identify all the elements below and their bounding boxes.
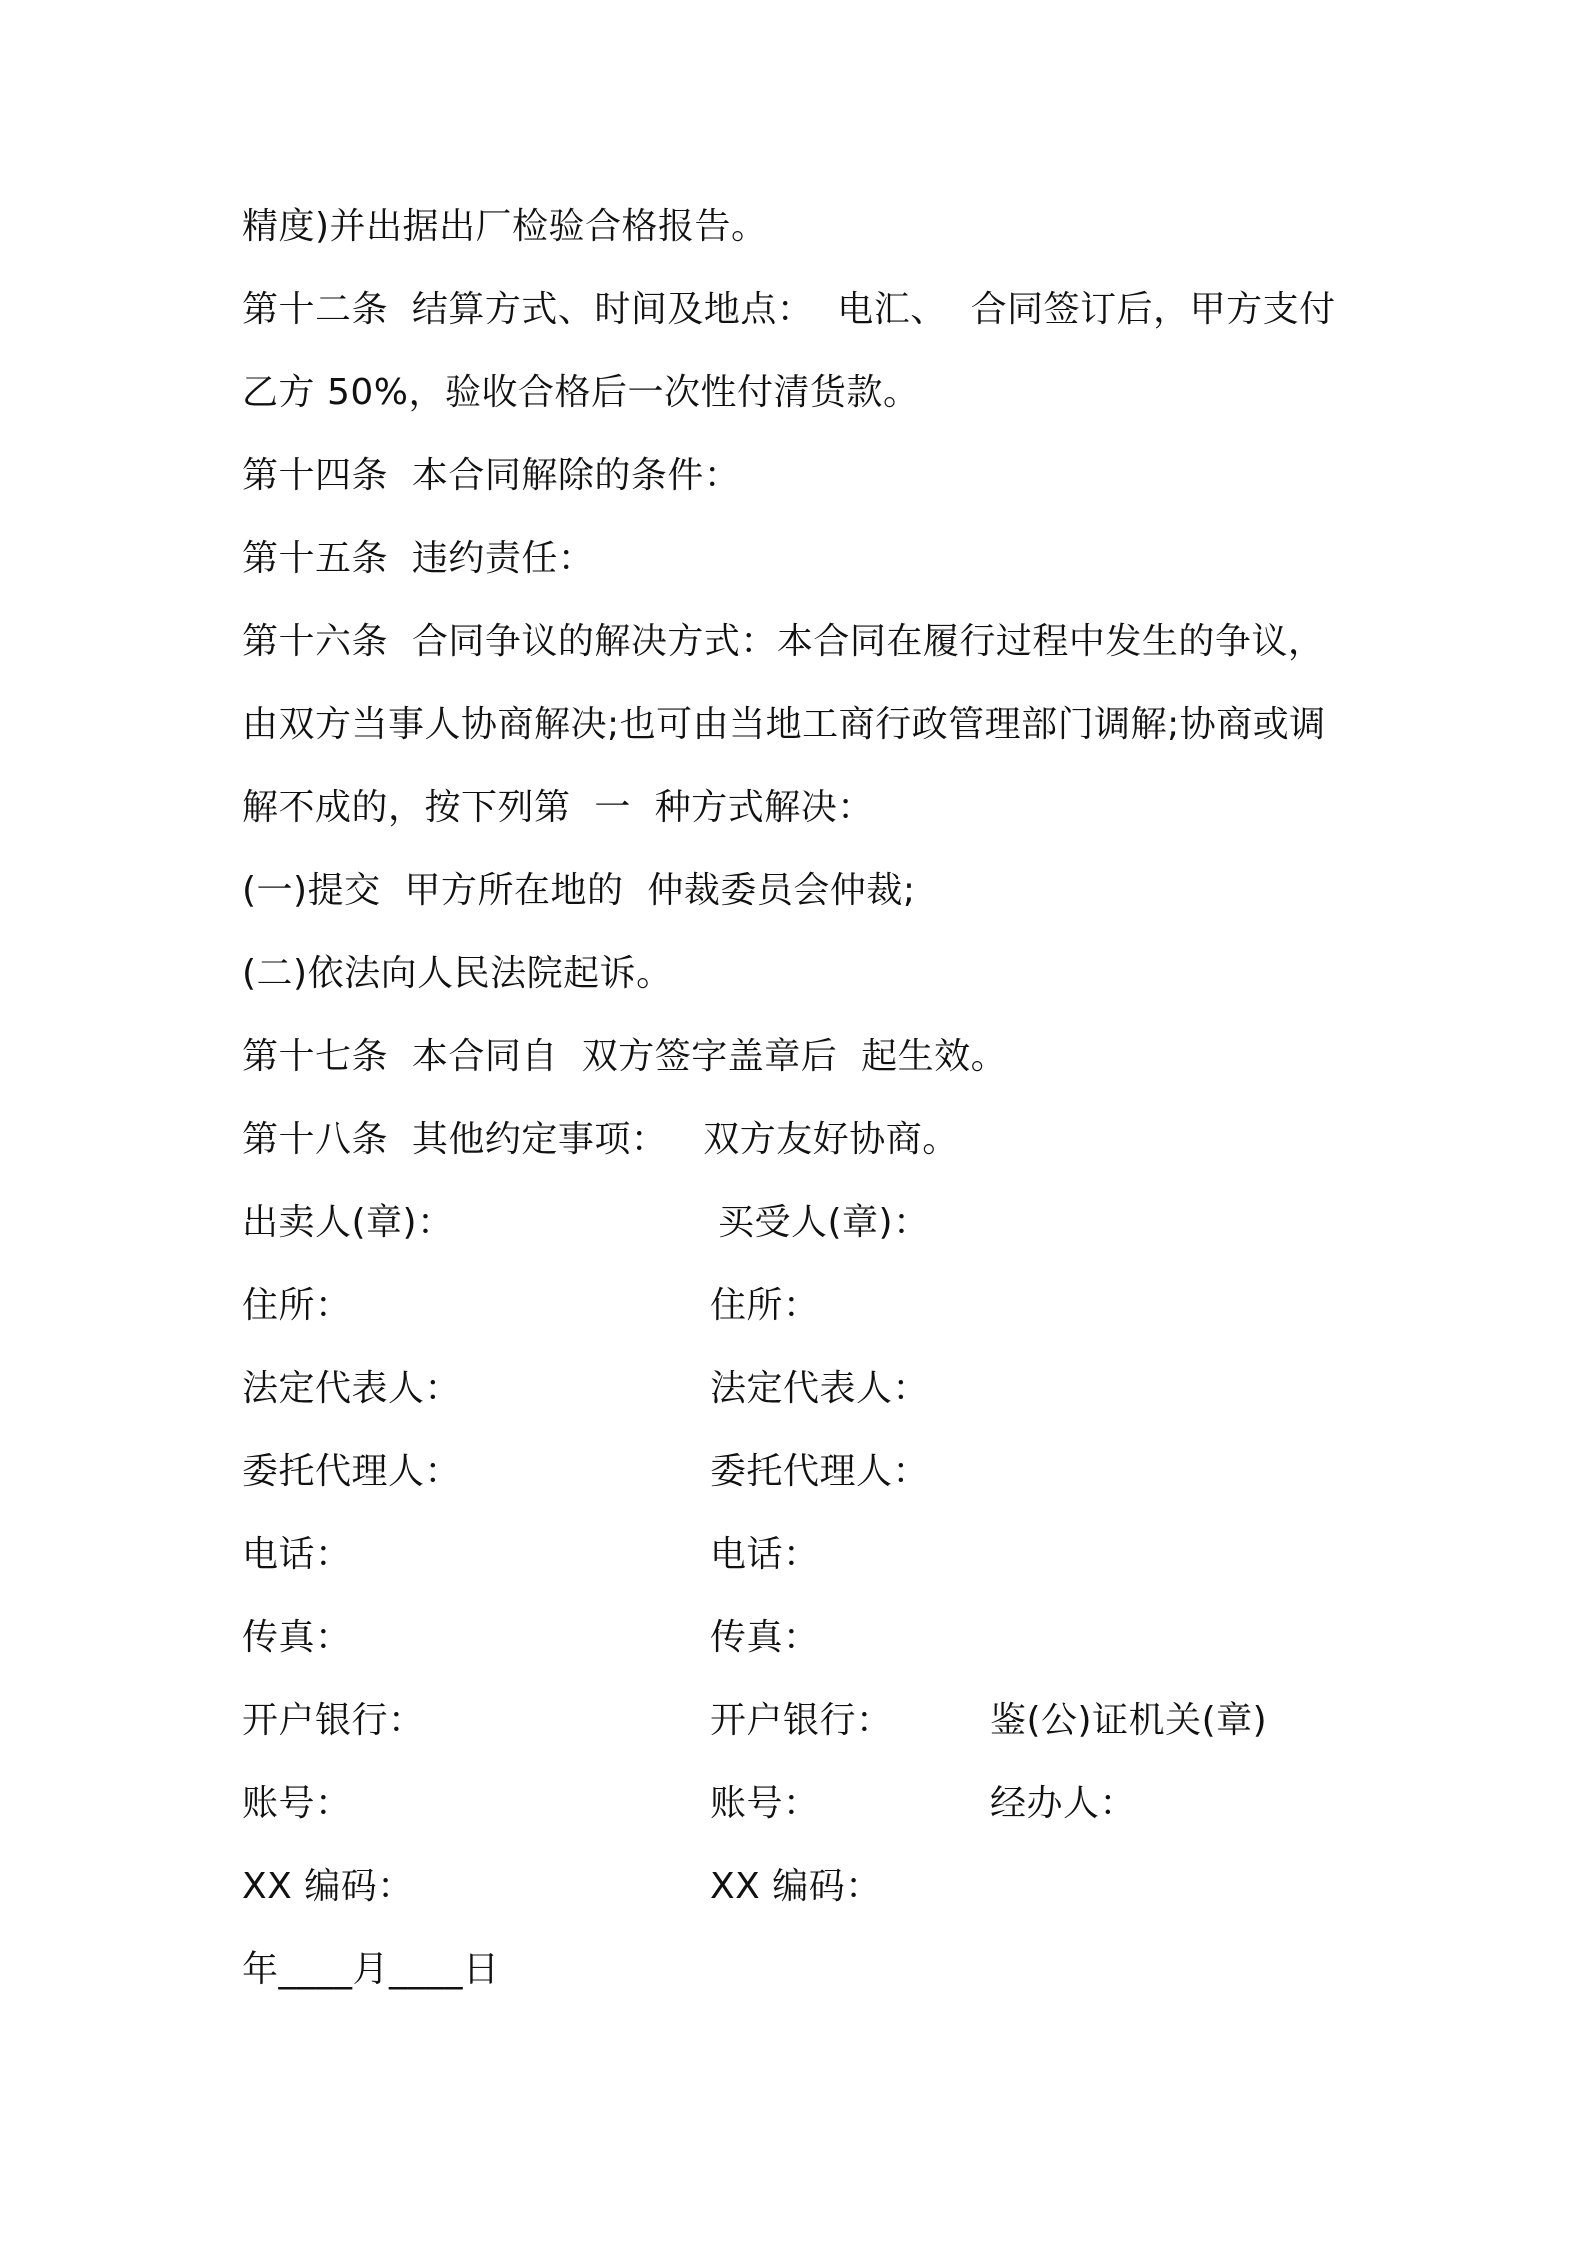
seller-fax-label: 传真： <box>242 1617 352 1658</box>
seller-phone-label: 电话： <box>242 1534 352 1575</box>
notary-handler-label: 经办人： <box>990 1783 1137 1824</box>
date-line: 年____月____日 <box>242 1949 500 1990</box>
notary-office-label: 鉴(公)证机关(章) <box>990 1700 1268 1741</box>
dispute-option-1: (一)提交 甲方所在地的 仲裁委员会仲裁; <box>242 870 916 911</box>
dispute-option-2: (二)依法向人民法院起诉。 <box>242 953 673 994</box>
buyer-agent-label: 委托代理人： <box>710 1451 930 1492</box>
clause-16-line-1: 第十六条 合同争议的解决方式：本合同在履行过程中发生的争议， <box>242 621 1325 662</box>
buyer-legal-rep-label: 法定代表人： <box>710 1368 930 1409</box>
clause-11-continuation: 精度)并出据出厂检验合格报告。 <box>242 206 768 247</box>
buyer-label: 买受人(章)： <box>718 1202 930 1243</box>
buyer-account-label: 账号： <box>710 1783 820 1824</box>
seller-legal-rep-label: 法定代表人： <box>242 1368 462 1409</box>
buyer-phone-label: 电话： <box>710 1534 820 1575</box>
clause-12-line-1: 第十二条 结算方式、时间及地点： 电汇、 合同签订后，甲方支付 <box>242 289 1336 330</box>
seller-bank-label: 开户银行： <box>242 1700 425 1741</box>
seller-account-label: 账号： <box>242 1783 352 1824</box>
clause-15: 第十五条 违约责任： <box>242 538 595 579</box>
buyer-code-label: XX 编码： <box>710 1866 882 1907</box>
clause-17: 第十七条 本合同自 双方签字盖章后 起生效。 <box>242 1036 1008 1077</box>
buyer-fax-label: 传真： <box>710 1617 820 1658</box>
clause-16-line-2: 由双方当事人协商解决;也可由当地工商行政管理部门调解;协商或调 <box>242 704 1326 745</box>
seller-code-label: XX 编码： <box>242 1866 414 1907</box>
clause-16-line-3: 解不成的，按下列第 一 种方式解决： <box>242 787 874 828</box>
clause-18: 第十八条 其他约定事项： 双方友好协商。 <box>242 1119 959 1160</box>
clause-12-line-2: 乙方 50%，验收合格后一次性付清货款。 <box>242 372 920 413</box>
seller-address-label: 住所： <box>242 1285 352 1326</box>
seller-agent-label: 委托代理人： <box>242 1451 462 1492</box>
buyer-address-label: 住所： <box>710 1285 820 1326</box>
seller-label: 出卖人(章)： <box>242 1202 454 1243</box>
clause-14: 第十四条 本合同解除的条件： <box>242 455 741 496</box>
buyer-bank-label: 开户银行： <box>710 1700 893 1741</box>
